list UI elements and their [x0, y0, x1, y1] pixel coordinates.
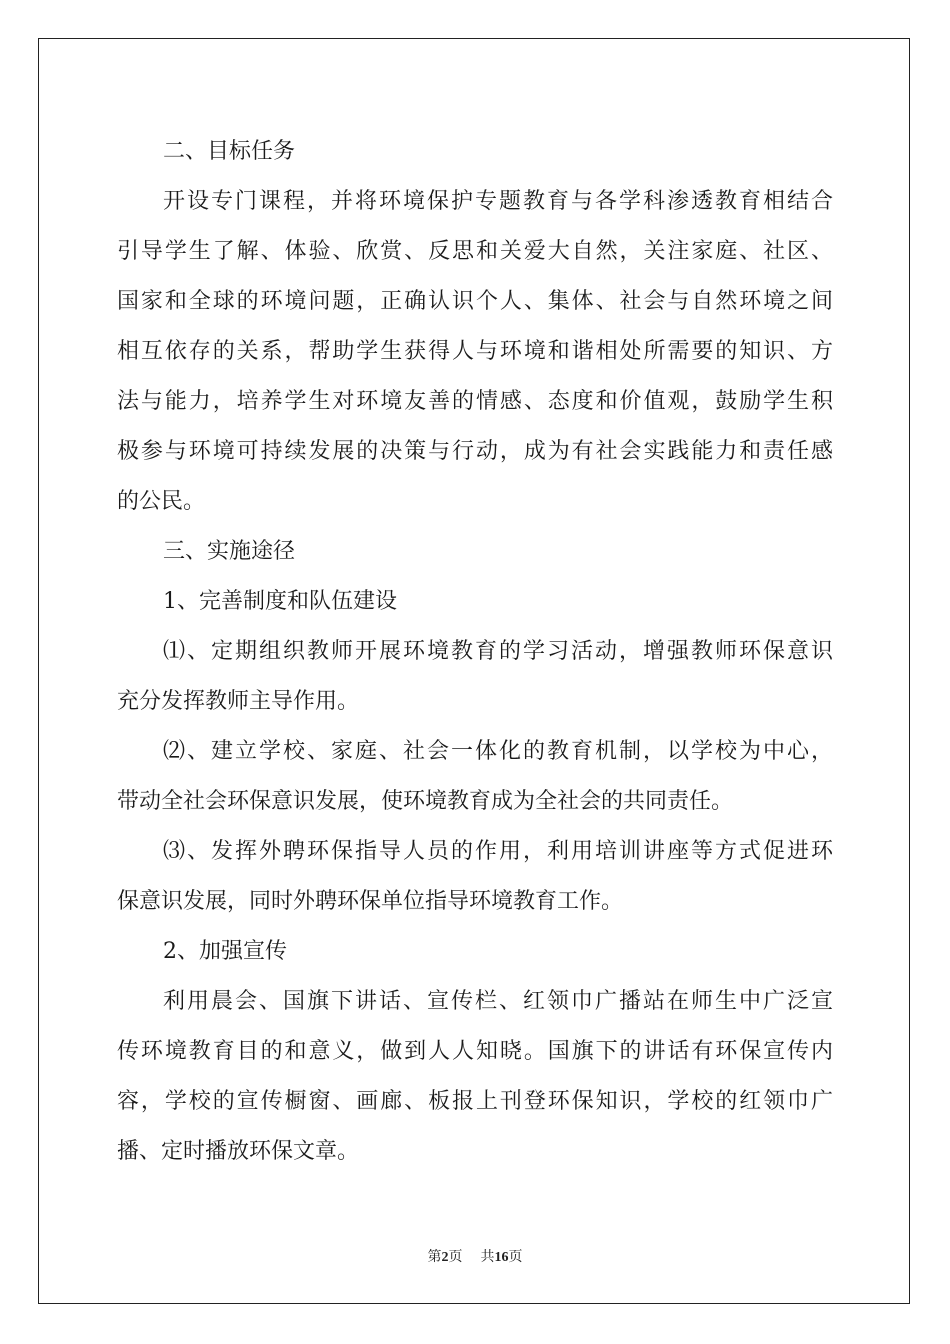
- paragraph-goals: [117, 177, 833, 527]
- total-suffix: 页: [508, 1249, 523, 1265]
- heading-line: 三、实施途径: [163, 539, 296, 564]
- paragraph-line: 保意识发展，同时外聘环保单位指导环境教育工作。: [117, 889, 624, 914]
- document-body: [117, 127, 833, 1177]
- paragraph-line: 容，学校的宣传橱窗、画廊、板报上刊登环保知识，学校的红领巾广: [117, 1089, 833, 1114]
- paragraph-line: 播、定时播放环保文章。: [117, 1139, 360, 1164]
- page-suffix: 页: [448, 1249, 463, 1265]
- subheading-publicity: [117, 927, 833, 977]
- page-prefix: 第: [427, 1249, 442, 1265]
- paragraph-line: 传环境教育目的和意义，做到人人知晓。国旗下的讲话有环保宣传内: [117, 1039, 833, 1064]
- paragraph-line: 法与能力，培养学生对环境友善的情感、态度和价值观，鼓励学生积: [117, 389, 833, 414]
- total-pages: 16: [494, 1250, 509, 1265]
- list-item-3: [117, 827, 833, 927]
- subheading-line: 1、完善制度和队伍建设: [163, 589, 397, 614]
- subheading-system-team: [117, 577, 833, 627]
- paragraph-line: 开设专门课程，并将环境保护专题教育与各学科渗透教育相结合: [163, 189, 833, 214]
- page-footer: [0, 1246, 950, 1266]
- paragraph-line: ⑴、定期组织教师开展环境教育的学习活动，增强教师环保意识: [163, 639, 833, 664]
- list-item-1: [117, 627, 833, 727]
- paragraph-publicity: [117, 977, 833, 1177]
- paragraph-line: 利用晨会、国旗下讲话、宣传栏、红领巾广播站在师生中广泛宣: [163, 989, 833, 1014]
- subheading-line: 2、加强宣传: [163, 939, 287, 964]
- section-heading-implementation: [117, 527, 833, 577]
- paragraph-line: 充分发挥教师主导作用。: [117, 689, 360, 714]
- paragraph-line: 国家和全球的环境问题，正确认识个人、集体、社会与自然环境之间: [117, 289, 833, 314]
- paragraph-line: 相互依存的关系，帮助学生获得人与环境和谐相处所需要的知识、方: [117, 339, 833, 364]
- list-item-2: [117, 727, 833, 827]
- total-prefix: 共: [480, 1249, 495, 1265]
- paragraph-line: ⑶、发挥外聘环保指导人员的作用，利用培训讲座等方式促进环: [163, 839, 833, 864]
- paragraph-line: 极参与环境可持续发展的决策与行动，成为有社会实践能力和责任感: [117, 439, 833, 464]
- paragraph-line: ⑵、建立学校、家庭、社会一体化的教育机制，以学校为中心，: [163, 739, 833, 764]
- heading-line: 二、目标任务: [163, 139, 296, 164]
- paragraph-line: 带动全社会环保意识发展，使环境教育成为全社会的共同责任。: [117, 789, 734, 814]
- section-heading-goals: [117, 127, 833, 177]
- paragraph-line: 引导学生了解、体验、欣赏、反思和关爱大自然，关注家庭、社区、: [117, 239, 833, 264]
- page-number: 2: [441, 1250, 449, 1265]
- paragraph-line: 的公民。: [117, 489, 206, 514]
